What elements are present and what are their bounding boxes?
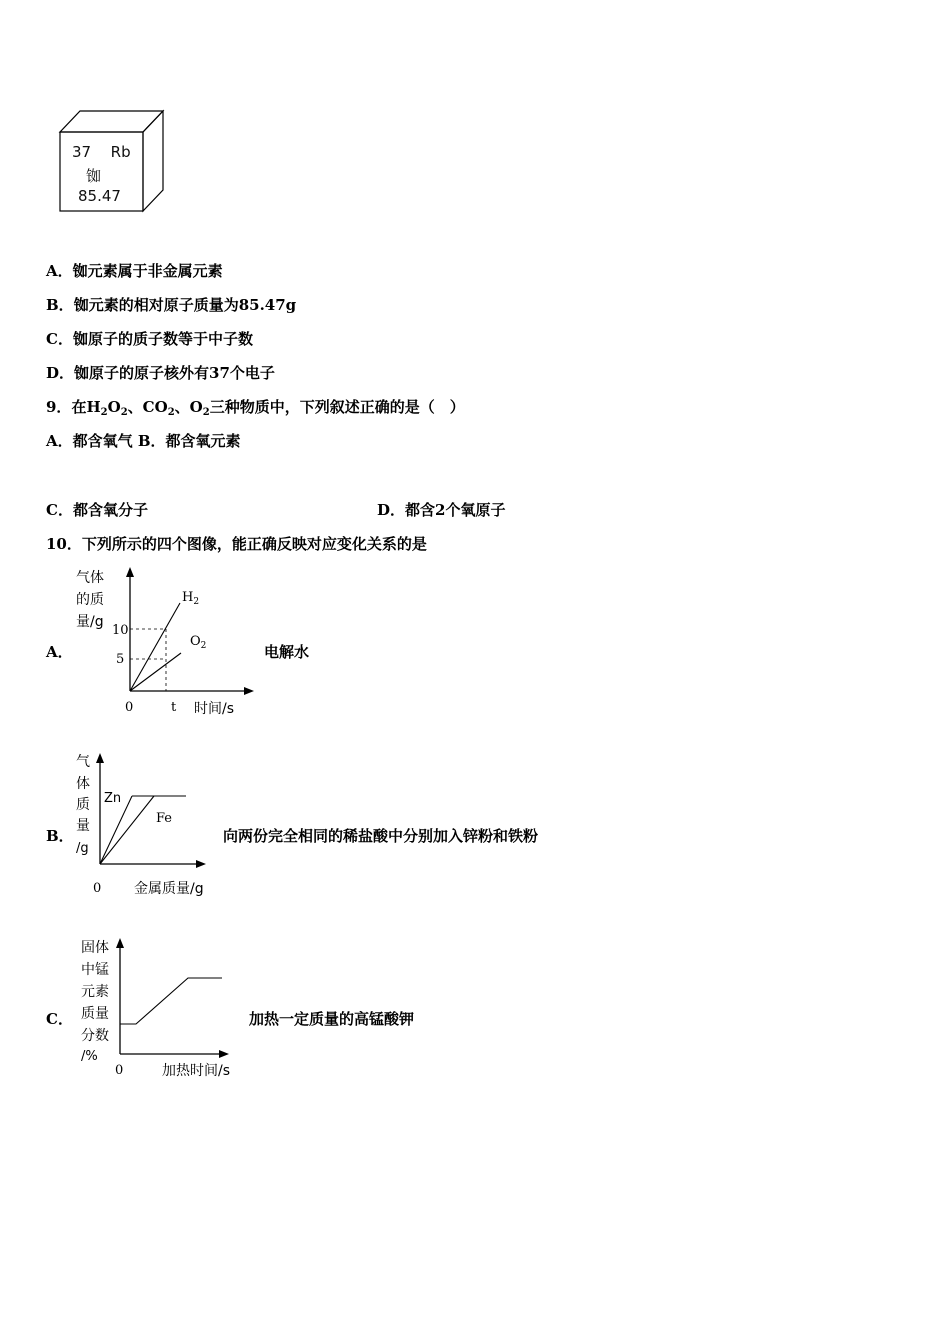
graph-b-svg (70, 748, 230, 908)
element-name: 铷 (86, 167, 102, 185)
x-tick-label: t (171, 700, 177, 715)
ylabel-line: 量/g (76, 614, 104, 630)
formula-part: O (107, 398, 121, 416)
series-label-zn: Zn (104, 791, 122, 806)
option-text: 铷原子的原子核外有37个电子 (74, 364, 275, 382)
formula-co2 (143, 398, 175, 416)
ylabel-line: 体 (76, 776, 90, 792)
ylabel-line: 分数 (81, 1028, 109, 1044)
q9-option-b: B．都含氧元素 (137, 432, 241, 450)
q9-stem (46, 397, 465, 423)
formula-h2o2 (86, 398, 127, 416)
formula-o2 (190, 398, 210, 416)
ylabel-line: 元素 (81, 984, 109, 1000)
y-axis-arrow (96, 753, 104, 763)
stem-suffix: 三种物质中，下列叙述正确的是（ ） (209, 398, 465, 416)
ylabel-line: 气体 (76, 570, 104, 586)
ylabel-line: 质 (76, 797, 90, 813)
option-letter: A． (46, 262, 73, 280)
formula-part: H (86, 398, 101, 416)
q10-option-c-caption: 加热一定质量的高锰酸钾 (249, 1010, 415, 1028)
xlabel: 时间/s (194, 701, 235, 717)
graph-a (74, 563, 264, 723)
element-mass: 85.47 (78, 187, 121, 205)
q9-option-d: D．都含2个氧原子 (377, 501, 506, 519)
option-letter: B． (46, 296, 74, 314)
option-text: 铷原子的质子数等于中子数 (72, 330, 253, 348)
graph-a-svg (74, 563, 264, 723)
series-label-main: O (190, 634, 201, 649)
ylabel-line: 质量 (81, 1006, 109, 1022)
xlabel: 金属质量/g (134, 881, 204, 897)
q8-option-a (46, 261, 223, 281)
xlabel: 加热时间/s (162, 1063, 231, 1079)
q9-option-ab (46, 431, 241, 451)
ylabel-line: 气 (76, 754, 90, 770)
formula-part: CO (142, 398, 168, 416)
q10-option-b-caption: 向两份完全相同的稀盐酸中分别加入锌粉和铁粉 (223, 827, 539, 845)
q8-option-b (46, 295, 296, 315)
origin-label: 0 (93, 881, 102, 896)
ylabel-line: 中锰 (81, 962, 109, 978)
option-letter: D． (46, 364, 75, 382)
graph-c-svg (76, 932, 256, 1084)
q8-option-d (46, 363, 275, 383)
ylabel-line: 量 (76, 818, 90, 834)
x-axis-arrow (196, 860, 206, 868)
series-label-subscript: 2 (193, 597, 200, 607)
series-label-fe: Fe (156, 811, 173, 826)
y-axis-arrow (116, 938, 124, 948)
formula-subscript: 2 (202, 407, 210, 418)
formula-subscript: 2 (100, 407, 108, 418)
q9-option-a: A．都含氧气 (46, 432, 133, 450)
ylabel-line: /g (76, 841, 89, 856)
q10-option-c-letter: C． (46, 1010, 73, 1028)
option-text: 铷元素属于非金属元素 (72, 262, 223, 280)
q10-stem: 10．下列所示的四个图像，能正确反映对应变化关系的是 (46, 535, 427, 553)
series-label-main: H (182, 590, 194, 605)
separator: 、 (174, 398, 190, 416)
stem-prefix: 在 (71, 398, 87, 416)
ylabel-line: 固体 (81, 940, 109, 956)
q10-option-a-letter: A． (46, 643, 73, 661)
ylabel-line: /% (81, 1049, 98, 1064)
option-text: 铷元素的相对原子质量为85.47g (73, 296, 297, 314)
formula-subscript: 2 (120, 407, 128, 418)
y-axis-arrow (126, 567, 134, 577)
element-number: 37 (72, 143, 92, 161)
element-box (56, 108, 168, 218)
y-tick-label: 10 (112, 623, 129, 638)
line-mn-fraction (120, 978, 222, 1024)
formula-subscript: 2 (167, 407, 175, 418)
question-number: 9． (46, 398, 72, 416)
element-symbol: Rb (110, 143, 131, 161)
graph-b (70, 748, 230, 908)
line-h2 (130, 603, 180, 691)
q8-option-c (46, 329, 253, 349)
series-label-subscript: 2 (200, 641, 207, 651)
origin-label: 0 (115, 1063, 124, 1078)
x-axis-arrow (244, 687, 254, 695)
series-label-o2 (190, 634, 206, 651)
x-axis-arrow (219, 1050, 229, 1058)
formula-part: O (189, 398, 203, 416)
y-tick-label: 5 (116, 652, 125, 667)
series-label-h2 (182, 590, 199, 607)
q10-option-a-caption: 电解水 (264, 643, 310, 661)
q9-option-c: C．都含氧分子 (46, 501, 148, 519)
q10-option-b-letter: B． (46, 827, 74, 845)
option-letter: C． (46, 330, 73, 348)
separator: 、 (127, 398, 143, 416)
graph-c (76, 932, 256, 1084)
ylabel-line: 的质 (76, 592, 104, 608)
origin-label: 0 (125, 700, 134, 715)
